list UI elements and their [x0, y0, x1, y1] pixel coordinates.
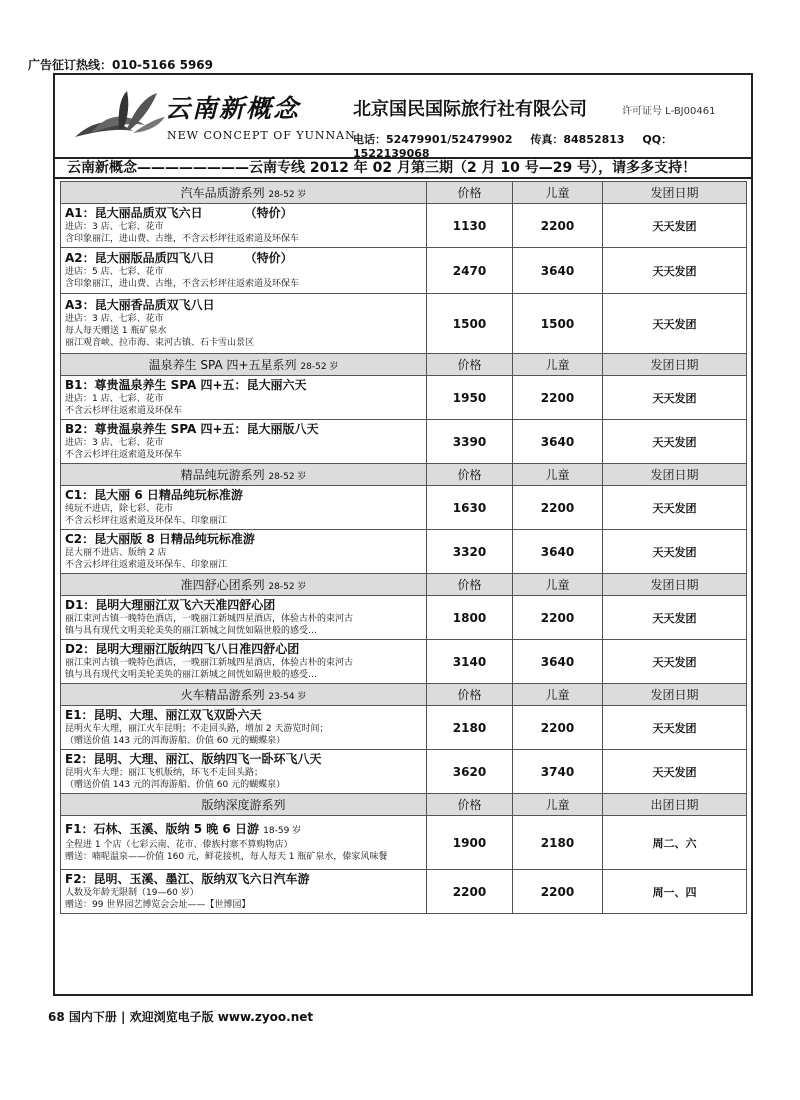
tour-detail-line: 人数及年龄无限制（19—60 岁）	[65, 888, 199, 898]
child-price: 2200	[513, 486, 603, 530]
tour-title	[65, 378, 422, 393]
tour-detail-line: 镇与具有现代文明美轮美奂的丽江新城之间恍如隔世般的感受…	[65, 626, 318, 636]
child-price: 3640	[513, 248, 603, 294]
tour-title	[65, 822, 422, 839]
phone-number: 电话：52479901/52479902	[353, 133, 513, 146]
departure-schedule: 天天发团	[603, 204, 747, 248]
tour-title	[65, 206, 422, 221]
tour-row	[61, 376, 747, 420]
tour-detail-line: 昆明火车大理，丽江火车昆明；不走回头路，增加 2 天游览时间；	[65, 724, 329, 734]
tour-description	[61, 596, 427, 640]
tour-detail-line: 含印象丽江，进山费、古维，不含云杉坪往返索道及环保车	[65, 279, 300, 289]
tour-description	[61, 750, 427, 794]
tour-title-text: F2：昆明、玉溪、墨江、版纳双飞六日汽车游	[65, 872, 310, 886]
date-column-header: 发团日期	[603, 574, 747, 596]
tour-price: 3620	[427, 750, 513, 794]
tour-row	[61, 706, 747, 750]
section-header	[61, 794, 747, 816]
section-header	[61, 182, 747, 204]
tour-title-text: A3：昆大丽香品质双飞八日	[65, 298, 215, 312]
section-header	[61, 574, 747, 596]
child-price: 2200	[513, 870, 603, 914]
section-header	[61, 464, 747, 486]
brand-name-en: NEW CONCEPT OF YUNNAN	[167, 129, 356, 142]
tour-table	[60, 181, 747, 914]
tour-title-text: B2：尊贵温泉养生 SPA 四+五：昆大丽版八天	[65, 422, 319, 436]
contact-line	[353, 131, 751, 160]
tour-title	[65, 422, 422, 437]
tour-description	[61, 640, 427, 684]
tour-row	[61, 596, 747, 640]
tour-tables	[55, 181, 751, 914]
qq-number: QQ：1522139068	[353, 133, 673, 160]
tour-detail-line: 每人每天赠送 1 瓶矿泉水	[65, 326, 167, 336]
tour-price: 1800	[427, 596, 513, 640]
section-title	[61, 464, 427, 486]
tour-detail-line: 进店：3 店、七彩、花市	[65, 222, 164, 232]
issue-headline: 云南新概念————————云南专线 2012 年 02 月第三期（2 月 10 号—29 号），请多多支持！	[55, 157, 751, 179]
tour-row	[61, 248, 747, 294]
tour-price: 1630	[427, 486, 513, 530]
section-header	[61, 354, 747, 376]
tour-detail-line: 全程进 1 个店（七彩云南、花市、傣族村寨不算购物店）	[65, 840, 293, 850]
brochure-frame	[53, 73, 753, 996]
child-price: 2200	[513, 596, 603, 640]
company-name: 北京国民国际旅行社有限公司	[353, 99, 587, 120]
tour-title	[65, 488, 422, 503]
section-title-text: 准四舒心团系列	[180, 578, 265, 592]
tour-price: 2200	[427, 870, 513, 914]
tour-title	[65, 872, 422, 887]
price-column-header: 价格	[427, 574, 513, 596]
child-price: 3740	[513, 750, 603, 794]
section-title	[61, 182, 427, 204]
tulip-logo-icon	[73, 87, 165, 145]
tour-price: 1130	[427, 204, 513, 248]
tour-title	[65, 598, 422, 613]
tour-price: 3390	[427, 420, 513, 464]
price-column-header: 价格	[427, 794, 513, 816]
price-column-header: 价格	[427, 684, 513, 706]
section-age-range: 28-52 岁	[268, 472, 307, 482]
date-column-header: 发团日期	[603, 354, 747, 376]
departure-schedule: 周二、六	[603, 816, 747, 870]
price-column-header: 价格	[427, 464, 513, 486]
departure-schedule: 天天发团	[603, 750, 747, 794]
tour-title-text: A1：昆大丽品质双飞六日 （特价）	[65, 206, 293, 220]
departure-schedule: 天天发团	[603, 294, 747, 354]
departure-schedule: 周一、四	[603, 870, 747, 914]
departure-schedule: 天天发团	[603, 596, 747, 640]
tour-description	[61, 816, 427, 870]
tour-detail-line: 赠送：喃呢温泉——价值 160 元，鲜花接机，每人每天 1 瓶矿泉水，傣家风味餐	[65, 852, 388, 862]
child-price: 1500	[513, 294, 603, 354]
tour-title-text: C2：昆大丽版 8 日精品纯玩标准游	[65, 532, 255, 546]
tour-title	[65, 642, 422, 657]
tour-title-text: A2：昆大丽版品质四飞八日 （特价）	[65, 251, 293, 265]
child-price: 2200	[513, 376, 603, 420]
departure-schedule: 天天发团	[603, 420, 747, 464]
tour-description	[61, 870, 427, 914]
tour-title-text: D2：昆明大理丽江版纳四飞八日准四舒心团	[65, 642, 300, 656]
tour-detail-line: 进店：3 店、七彩、花市	[65, 314, 164, 324]
fax-number: 传真：84852813	[530, 133, 625, 146]
tour-description	[61, 530, 427, 574]
child-column-header: 儿童	[513, 354, 603, 376]
tour-detail-line: 不含云杉坪往返索道及环保车	[65, 406, 183, 416]
tour-description	[61, 486, 427, 530]
section-header	[61, 684, 747, 706]
tour-price: 3140	[427, 640, 513, 684]
tour-title	[65, 298, 422, 313]
tour-detail-line: 进店：5 店、七彩、花市	[65, 267, 164, 277]
section-title-text: 温泉养生 SPA 四+五星系列	[148, 358, 297, 372]
section-title	[61, 794, 427, 816]
child-column-header: 儿童	[513, 794, 603, 816]
tour-row	[61, 420, 747, 464]
tour-detail-line: （赠送价值 143 元的洱海游船、价值 60 元的蝴蝶泉）	[65, 780, 286, 790]
tour-row	[61, 486, 747, 530]
child-price: 3640	[513, 420, 603, 464]
date-column-header: 发团日期	[603, 464, 747, 486]
tour-row	[61, 816, 747, 870]
tour-price: 1500	[427, 294, 513, 354]
child-column-header: 儿童	[513, 464, 603, 486]
tour-detail-line: 进店：1 店、七彩、花市	[65, 394, 164, 404]
departure-schedule: 天天发团	[603, 486, 747, 530]
child-price: 3640	[513, 530, 603, 574]
section-age-range: 28-52 岁	[268, 190, 307, 200]
header	[55, 75, 751, 160]
tour-detail-line: 昆明火车大理；丽江飞机版纳，环飞不走回头路；	[65, 768, 264, 778]
tour-detail-line: 丽江束河古镇一晚特色酒店，一晚丽江新城四星酒店，体验古朴的束河古	[65, 614, 354, 624]
tour-row	[61, 530, 747, 574]
tour-description	[61, 420, 427, 464]
child-column-header: 儿童	[513, 684, 603, 706]
price-column-header: 价格	[427, 182, 513, 204]
section-title-text: 精品纯玩游系列	[180, 468, 265, 482]
tour-description	[61, 248, 427, 294]
tour-title-text: E2：昆明、大理、丽江、版纳四飞一卧环飞八天	[65, 752, 322, 766]
tour-detail-line: 丽江束河古镇一晚特色酒店，一晚丽江新城四星酒店，体验古朴的束河古	[65, 658, 354, 668]
tour-detail-line: 不含云杉坪往返索道及环保车、印象丽江	[65, 560, 228, 570]
section-title	[61, 684, 427, 706]
tour-price: 2180	[427, 706, 513, 750]
section-title	[61, 574, 427, 596]
tour-detail-line: 进店：3 店、七彩、花市	[65, 438, 164, 448]
tour-price: 1950	[427, 376, 513, 420]
section-age-range: 28-52 岁	[268, 582, 307, 592]
tour-price: 3320	[427, 530, 513, 574]
license-number: 许可证号 L-BJ00461	[622, 106, 716, 117]
section-title-text: 火车精品游系列	[180, 688, 265, 702]
page-footer: 68 国内下册 | 欢迎浏览电子版 www.zyoo.net	[48, 1010, 314, 1024]
section-title	[61, 354, 427, 376]
tour-title-text: E1：昆明、大理、丽江双飞双卧六天	[65, 708, 262, 722]
tour-row	[61, 204, 747, 248]
tour-row	[61, 750, 747, 794]
date-column-header: 出团日期	[603, 794, 747, 816]
tour-description	[61, 204, 427, 248]
tour-detail-line: 昆大丽不进店、版纳 2 店	[65, 548, 167, 558]
price-column-header: 价格	[427, 354, 513, 376]
departure-schedule: 天天发团	[603, 530, 747, 574]
child-price: 2180	[513, 816, 603, 870]
section-age-range: 23-54 岁	[268, 692, 307, 702]
tour-detail-line: （赠送价值 143 元的洱海游船、价值 60 元的蝴蝶泉）	[65, 736, 286, 746]
section-title-text: 汽车品质游系列	[180, 186, 265, 200]
tour-title-text: F1：石林、玉溪、版纳 5 晚 6 日游	[65, 822, 259, 836]
child-price: 2200	[513, 706, 603, 750]
tour-row	[61, 870, 747, 914]
departure-schedule: 天天发团	[603, 248, 747, 294]
tour-title	[65, 708, 422, 723]
child-column-header: 儿童	[513, 182, 603, 204]
child-price: 2200	[513, 204, 603, 248]
tour-detail-line: 含印象丽江，进山费、古维，不含云杉坪往返索道及环保车	[65, 234, 300, 244]
tour-detail-line: 不含云杉坪往返索道及环保车	[65, 450, 183, 460]
tour-row	[61, 294, 747, 354]
departure-schedule: 天天发团	[603, 376, 747, 420]
tour-price: 2470	[427, 248, 513, 294]
tour-title	[65, 752, 422, 767]
tour-detail-line: 镇与具有现代文明美轮美奂的丽江新城之间恍如隔世般的感受…	[65, 670, 318, 680]
child-price: 3640	[513, 640, 603, 684]
child-column-header: 儿童	[513, 574, 603, 596]
brand-name-cn: 云南新概念	[165, 94, 301, 123]
tour-row	[61, 640, 747, 684]
tour-title-text: C1：昆大丽 6 日精品纯玩标准游	[65, 488, 243, 502]
tour-title-text: B1：尊贵温泉养生 SPA 四+五：昆大丽六天	[65, 378, 307, 392]
tour-description	[61, 706, 427, 750]
tour-title-text: D1：昆明大理丽江双飞六天准四舒心团	[65, 598, 276, 612]
tour-description	[61, 294, 427, 354]
tour-age-range: 18-59 岁	[263, 826, 302, 836]
tour-detail-line: 不含云杉坪往返索道及环保车、印象丽江	[65, 516, 228, 526]
date-column-header: 发团日期	[603, 182, 747, 204]
tour-detail-line: 纯玩不进店，除七彩、花市	[65, 504, 174, 514]
date-column-header: 发团日期	[603, 684, 747, 706]
tour-detail-line: 赠送：99 世界园艺博览会会址——【世博园】	[65, 900, 251, 910]
tour-price: 1900	[427, 816, 513, 870]
tour-description	[61, 376, 427, 420]
section-title-text: 版纳深度游系列	[201, 798, 286, 812]
section-age-range: 28-52 岁	[300, 362, 339, 372]
tour-title	[65, 251, 422, 266]
tour-title	[65, 532, 422, 547]
departure-schedule: 天天发团	[603, 640, 747, 684]
tour-detail-line: 丽江观音峡、拉市海、束河古镇、石卡雪山景区	[65, 338, 255, 348]
ad-hotline: 广告征订热线：010-5166 5969	[28, 58, 214, 72]
departure-schedule: 天天发团	[603, 706, 747, 750]
